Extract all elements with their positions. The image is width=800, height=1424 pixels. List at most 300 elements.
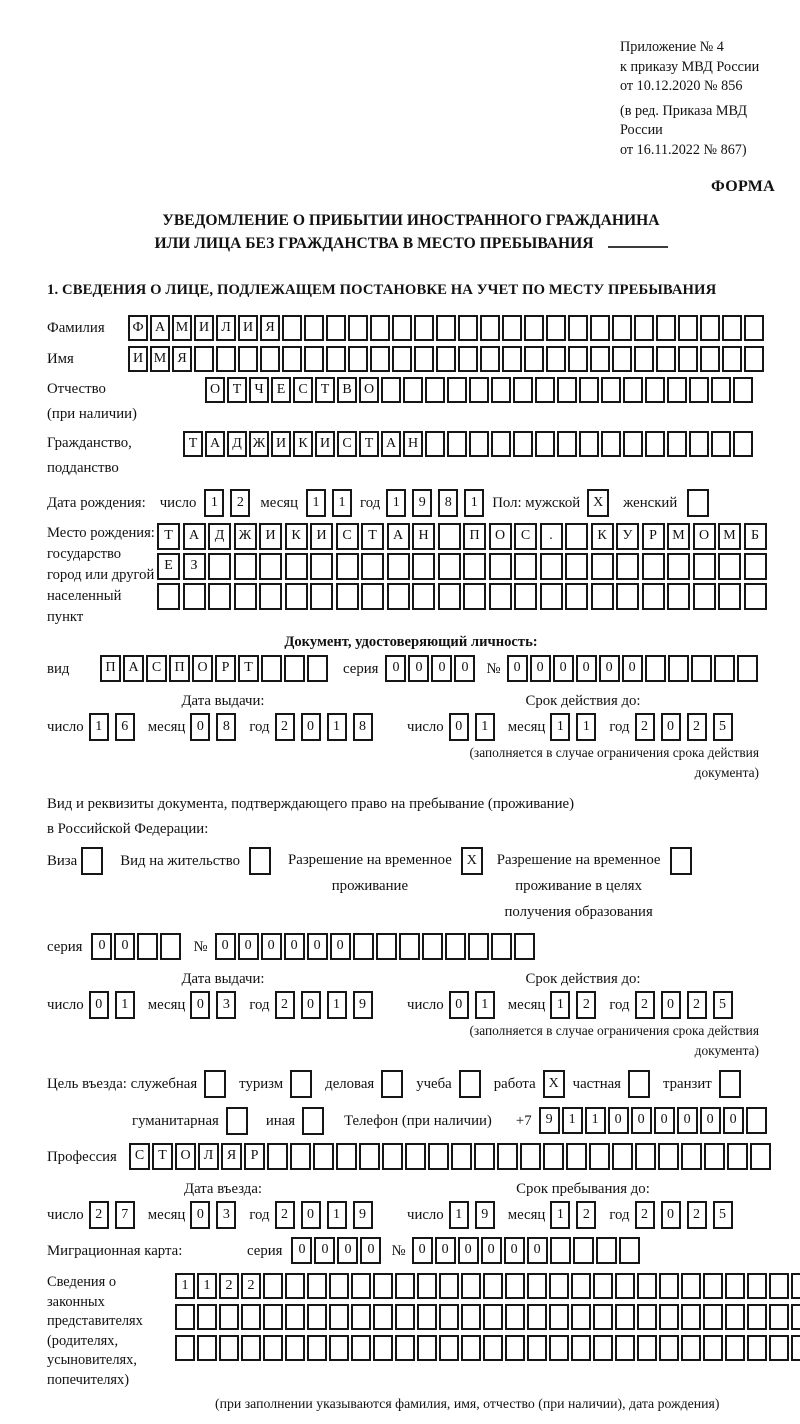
char-box[interactable]: Ч [249, 377, 269, 403]
char-box[interactable]: 0 [114, 933, 135, 960]
char-box[interactable]: С [146, 655, 167, 682]
char-box[interactable] [489, 553, 512, 580]
char-box[interactable] [527, 1273, 547, 1299]
char-box[interactable] [543, 1143, 564, 1170]
char-box[interactable] [436, 315, 456, 341]
char-box[interactable] [348, 315, 368, 341]
char-box[interactable] [216, 346, 236, 372]
char-box[interactable] [722, 346, 742, 372]
char-box[interactable]: Т [359, 431, 379, 457]
char-box[interactable] [313, 1143, 334, 1170]
char-box[interactable] [425, 377, 445, 403]
char-box[interactable]: О [693, 523, 716, 550]
char-box[interactable]: Н [403, 431, 423, 457]
char-box[interactable]: А [387, 523, 410, 550]
char-box[interactable] [744, 346, 764, 372]
char-box[interactable] [700, 346, 720, 372]
char-box[interactable]: . [540, 523, 563, 550]
char-box[interactable]: 8 [216, 713, 236, 741]
char-box[interactable] [568, 315, 588, 341]
char-box[interactable] [791, 1335, 800, 1361]
char-box[interactable] [439, 1304, 459, 1330]
char-box[interactable] [439, 1335, 459, 1361]
char-box[interactable]: М [718, 523, 741, 550]
char-box[interactable] [197, 1304, 217, 1330]
char-box[interactable] [725, 1335, 745, 1361]
char-box[interactable] [524, 315, 544, 341]
char-box[interactable] [285, 1273, 305, 1299]
char-box[interactable] [593, 1273, 613, 1299]
char-box[interactable] [326, 346, 346, 372]
char-box[interactable] [463, 553, 486, 580]
char-box[interactable]: О [489, 523, 512, 550]
char-box[interactable] [376, 933, 397, 960]
char-box[interactable]: 0 [661, 991, 681, 1019]
char-box[interactable] [137, 933, 158, 960]
char-box[interactable] [491, 377, 511, 403]
char-box[interactable] [769, 1304, 789, 1330]
char-box[interactable]: А [381, 431, 401, 457]
char-box[interactable] [307, 655, 328, 682]
char-box[interactable] [469, 431, 489, 457]
char-box[interactable]: 2 [275, 991, 295, 1019]
char-box[interactable] [405, 1143, 426, 1170]
char-box[interactable]: Д [208, 523, 231, 550]
char-box[interactable] [540, 553, 563, 580]
char-box[interactable]: А [183, 523, 206, 550]
char-box[interactable] [469, 377, 489, 403]
char-box[interactable]: И [310, 523, 333, 550]
char-box[interactable] [285, 1304, 305, 1330]
char-box[interactable] [747, 1304, 767, 1330]
char-box[interactable] [480, 315, 500, 341]
char-box[interactable] [361, 553, 384, 580]
char-box[interactable]: 2 [576, 991, 596, 1019]
char-box[interactable]: 0 [412, 1237, 433, 1264]
char-box[interactable]: 0 [631, 1107, 652, 1134]
char-box[interactable] [601, 377, 621, 403]
char-box[interactable] [329, 1273, 349, 1299]
char-box[interactable] [678, 346, 698, 372]
char-box[interactable]: 0 [608, 1107, 629, 1134]
char-box[interactable]: 0 [89, 991, 109, 1019]
char-box[interactable]: С [129, 1143, 150, 1170]
char-box[interactable]: 0 [190, 713, 210, 741]
char-box[interactable] [412, 553, 435, 580]
char-box[interactable] [711, 431, 731, 457]
char-box[interactable]: П [100, 655, 121, 682]
char-box[interactable] [361, 583, 384, 610]
char-box[interactable]: 9 [475, 1201, 495, 1229]
char-box[interactable] [208, 553, 231, 580]
char-box[interactable]: Д [227, 431, 247, 457]
char-box[interactable]: О [359, 377, 379, 403]
char-box[interactable] [392, 346, 412, 372]
char-box[interactable] [615, 1304, 635, 1330]
char-box[interactable] [381, 377, 401, 403]
char-box[interactable] [491, 933, 512, 960]
char-box[interactable] [491, 431, 511, 457]
char-box[interactable]: Т [227, 377, 247, 403]
char-box[interactable] [387, 583, 410, 610]
char-box[interactable] [392, 315, 412, 341]
char-box[interactable]: 0 [504, 1237, 525, 1264]
char-box[interactable]: 1 [449, 1201, 469, 1229]
char-box[interactable]: С [293, 377, 313, 403]
char-box[interactable] [642, 583, 665, 610]
char-box[interactable] [623, 431, 643, 457]
char-box[interactable]: 1 [175, 1273, 195, 1299]
char-box[interactable]: 2 [687, 991, 707, 1019]
char-box[interactable] [160, 933, 181, 960]
char-box[interactable]: 0 [307, 933, 328, 960]
char-box[interactable] [226, 1107, 248, 1135]
char-box[interactable]: 0 [527, 1237, 548, 1264]
char-box[interactable] [445, 933, 466, 960]
char-box[interactable] [634, 346, 654, 372]
char-box[interactable] [549, 1304, 569, 1330]
char-box[interactable]: 9 [353, 1201, 373, 1229]
char-box[interactable]: 0 [291, 1237, 312, 1264]
char-box[interactable]: 1 [576, 713, 596, 741]
char-box[interactable]: И [315, 431, 335, 457]
char-box[interactable] [659, 1335, 679, 1361]
char-box[interactable]: 0 [661, 1201, 681, 1229]
char-box[interactable] [414, 346, 434, 372]
char-box[interactable] [489, 583, 512, 610]
char-box[interactable]: 2 [687, 713, 707, 741]
char-box[interactable] [395, 1273, 415, 1299]
char-box[interactable] [290, 1070, 312, 1098]
char-box[interactable] [659, 1304, 679, 1330]
char-box[interactable] [304, 346, 324, 372]
char-box[interactable]: 0 [723, 1107, 744, 1134]
char-box[interactable]: У [616, 523, 639, 550]
char-box[interactable] [310, 553, 333, 580]
char-box[interactable] [520, 1143, 541, 1170]
char-box[interactable] [656, 346, 676, 372]
char-box[interactable] [546, 346, 566, 372]
char-box[interactable]: К [293, 431, 313, 457]
char-box[interactable]: Ф [128, 315, 148, 341]
char-box[interactable]: Л [198, 1143, 219, 1170]
char-box[interactable] [194, 346, 214, 372]
char-box[interactable]: 0 [622, 655, 643, 682]
char-box[interactable] [351, 1335, 371, 1361]
char-box[interactable]: Р [244, 1143, 265, 1170]
char-box[interactable] [461, 1304, 481, 1330]
char-box[interactable] [204, 1070, 226, 1098]
char-box[interactable] [447, 431, 467, 457]
char-box[interactable] [259, 553, 282, 580]
char-box[interactable]: Я [260, 315, 280, 341]
char-box[interactable] [667, 583, 690, 610]
char-box[interactable] [282, 346, 302, 372]
char-box[interactable] [439, 1273, 459, 1299]
char-box[interactable] [703, 1273, 723, 1299]
char-box[interactable] [637, 1304, 657, 1330]
char-box[interactable]: А [123, 655, 144, 682]
char-box[interactable] [428, 1143, 449, 1170]
char-box[interactable]: О [192, 655, 213, 682]
char-box[interactable]: 1 [550, 1201, 570, 1229]
char-box[interactable]: 9 [539, 1107, 560, 1134]
char-box[interactable] [719, 1070, 741, 1098]
char-box[interactable] [395, 1335, 415, 1361]
char-box[interactable] [304, 315, 324, 341]
char-box[interactable]: О [175, 1143, 196, 1170]
char-box[interactable]: 0 [530, 655, 551, 682]
char-box[interactable] [571, 1304, 591, 1330]
char-box[interactable] [612, 315, 632, 341]
char-box[interactable] [678, 315, 698, 341]
char-box[interactable]: В [337, 377, 357, 403]
char-box[interactable]: 0 [449, 713, 469, 741]
char-box[interactable] [601, 431, 621, 457]
char-box[interactable] [307, 1304, 327, 1330]
char-box[interactable] [81, 847, 103, 875]
char-box[interactable]: 9 [412, 489, 432, 517]
char-box[interactable] [733, 377, 753, 403]
char-box[interactable] [549, 1335, 569, 1361]
char-box[interactable] [658, 1143, 679, 1170]
char-box[interactable] [565, 583, 588, 610]
char-box[interactable] [667, 377, 687, 403]
char-box[interactable] [615, 1273, 635, 1299]
char-box[interactable]: 2 [635, 991, 655, 1019]
char-box[interactable] [628, 1070, 650, 1098]
char-box[interactable] [725, 1304, 745, 1330]
char-box[interactable] [373, 1304, 393, 1330]
char-box[interactable]: X [587, 489, 609, 517]
char-box[interactable] [769, 1273, 789, 1299]
char-box[interactable] [591, 553, 614, 580]
char-box[interactable] [565, 523, 588, 550]
char-box[interactable] [656, 315, 676, 341]
char-box[interactable]: М [172, 315, 192, 341]
char-box[interactable]: 0 [435, 1237, 456, 1264]
char-box[interactable]: 9 [353, 991, 373, 1019]
char-box[interactable] [425, 431, 445, 457]
char-box[interactable] [285, 1335, 305, 1361]
char-box[interactable]: 1 [306, 489, 326, 517]
char-box[interactable]: 8 [438, 489, 458, 517]
char-box[interactable] [463, 583, 486, 610]
char-box[interactable] [208, 583, 231, 610]
char-box[interactable]: 0 [261, 933, 282, 960]
char-box[interactable] [381, 1070, 403, 1098]
char-box[interactable] [502, 315, 522, 341]
char-box[interactable]: Е [157, 553, 180, 580]
char-box[interactable]: 0 [314, 1237, 335, 1264]
char-box[interactable] [285, 553, 308, 580]
char-box[interactable] [336, 1143, 357, 1170]
char-box[interactable] [691, 655, 712, 682]
char-box[interactable]: О [205, 377, 225, 403]
char-box[interactable] [689, 377, 709, 403]
char-box[interactable]: 5 [713, 1201, 733, 1229]
char-box[interactable] [241, 1335, 261, 1361]
char-box[interactable]: 0 [576, 655, 597, 682]
char-box[interactable] [637, 1273, 657, 1299]
char-box[interactable] [659, 1273, 679, 1299]
char-box[interactable] [284, 655, 305, 682]
char-box[interactable] [438, 523, 461, 550]
char-box[interactable] [704, 1143, 725, 1170]
char-box[interactable]: 1 [550, 991, 570, 1019]
char-box[interactable]: 2 [275, 1201, 295, 1229]
char-box[interactable]: 1 [204, 489, 224, 517]
char-box[interactable]: С [514, 523, 537, 550]
char-box[interactable] [557, 431, 577, 457]
char-box[interactable] [474, 1143, 495, 1170]
char-box[interactable]: 2 [635, 713, 655, 741]
char-box[interactable] [579, 377, 599, 403]
char-box[interactable] [744, 315, 764, 341]
char-box[interactable] [458, 315, 478, 341]
char-box[interactable] [593, 1335, 613, 1361]
char-box[interactable]: И [128, 346, 148, 372]
char-box[interactable] [329, 1335, 349, 1361]
char-box[interactable]: 0 [385, 655, 406, 682]
char-box[interactable]: Т [315, 377, 335, 403]
char-box[interactable]: 2 [230, 489, 250, 517]
char-box[interactable] [635, 1143, 656, 1170]
char-box[interactable]: 5 [713, 991, 733, 1019]
char-box[interactable] [438, 553, 461, 580]
char-box[interactable]: 0 [677, 1107, 698, 1134]
char-box[interactable]: 0 [700, 1107, 721, 1134]
char-box[interactable] [733, 431, 753, 457]
char-box[interactable]: 0 [337, 1237, 358, 1264]
char-box[interactable]: Ж [234, 523, 257, 550]
char-box[interactable]: Т [157, 523, 180, 550]
char-box[interactable] [718, 553, 741, 580]
char-box[interactable]: Я [221, 1143, 242, 1170]
char-box[interactable] [718, 583, 741, 610]
char-box[interactable] [505, 1304, 525, 1330]
char-box[interactable] [302, 1107, 324, 1135]
char-box[interactable]: 1 [197, 1273, 217, 1299]
char-box[interactable] [612, 346, 632, 372]
char-box[interactable]: 0 [599, 655, 620, 682]
char-box[interactable] [514, 553, 537, 580]
char-box[interactable]: 7 [115, 1201, 135, 1229]
char-box[interactable] [480, 346, 500, 372]
char-box[interactable]: И [271, 431, 291, 457]
char-box[interactable]: 3 [216, 1201, 236, 1229]
char-box[interactable] [436, 346, 456, 372]
char-box[interactable] [616, 553, 639, 580]
char-box[interactable] [524, 346, 544, 372]
char-box[interactable] [249, 847, 271, 875]
char-box[interactable] [700, 315, 720, 341]
char-box[interactable]: И [238, 315, 258, 341]
char-box[interactable] [744, 553, 767, 580]
char-box[interactable]: X [543, 1070, 565, 1098]
char-box[interactable] [514, 933, 535, 960]
char-box[interactable] [382, 1143, 403, 1170]
char-box[interactable]: И [194, 315, 214, 341]
char-box[interactable]: 1 [327, 1201, 347, 1229]
char-box[interactable] [573, 1237, 594, 1264]
char-box[interactable] [681, 1304, 701, 1330]
char-box[interactable] [183, 583, 206, 610]
char-box[interactable] [307, 1273, 327, 1299]
char-box[interactable] [746, 1107, 767, 1134]
char-box[interactable] [589, 1143, 610, 1170]
char-box[interactable]: 2 [576, 1201, 596, 1229]
char-box[interactable] [568, 346, 588, 372]
char-box[interactable] [546, 315, 566, 341]
char-box[interactable]: 0 [190, 1201, 210, 1229]
char-box[interactable] [725, 1273, 745, 1299]
char-box[interactable]: И [259, 523, 282, 550]
char-box[interactable] [634, 315, 654, 341]
char-box[interactable]: 0 [301, 1201, 321, 1229]
char-box[interactable]: 1 [327, 713, 347, 741]
char-box[interactable]: Н [412, 523, 435, 550]
char-box[interactable]: 2 [635, 1201, 655, 1229]
char-box[interactable]: Р [215, 655, 236, 682]
char-box[interactable]: 0 [481, 1237, 502, 1264]
char-box[interactable] [373, 1335, 393, 1361]
char-box[interactable] [703, 1304, 723, 1330]
char-box[interactable]: 0 [284, 933, 305, 960]
char-box[interactable] [645, 655, 666, 682]
char-box[interactable] [234, 553, 257, 580]
char-box[interactable] [417, 1304, 437, 1330]
char-box[interactable] [791, 1304, 800, 1330]
char-box[interactable]: 2 [275, 713, 295, 741]
char-box[interactable] [157, 583, 180, 610]
char-box[interactable]: К [591, 523, 614, 550]
char-box[interactable] [645, 431, 665, 457]
char-box[interactable] [750, 1143, 771, 1170]
char-box[interactable]: 1 [386, 489, 406, 517]
char-box[interactable] [513, 377, 533, 403]
char-box[interactable] [593, 1304, 613, 1330]
char-box[interactable] [461, 1335, 481, 1361]
char-box[interactable] [197, 1335, 217, 1361]
char-box[interactable] [175, 1304, 195, 1330]
char-box[interactable] [722, 315, 742, 341]
char-box[interactable]: П [463, 523, 486, 550]
char-box[interactable] [417, 1273, 437, 1299]
char-box[interactable] [267, 1143, 288, 1170]
char-box[interactable]: 0 [91, 933, 112, 960]
char-box[interactable] [370, 346, 390, 372]
char-box[interactable]: 2 [687, 1201, 707, 1229]
char-box[interactable]: 1 [332, 489, 352, 517]
char-box[interactable]: 1 [115, 991, 135, 1019]
char-box[interactable] [458, 346, 478, 372]
char-box[interactable] [505, 1335, 525, 1361]
char-box[interactable]: Ж [249, 431, 269, 457]
char-box[interactable]: 2 [89, 1201, 109, 1229]
char-box[interactable]: 8 [353, 713, 373, 741]
char-box[interactable] [399, 933, 420, 960]
char-box[interactable] [540, 583, 563, 610]
char-box[interactable] [527, 1335, 547, 1361]
char-box[interactable]: З [183, 553, 206, 580]
char-box[interactable]: С [336, 523, 359, 550]
char-box[interactable] [336, 553, 359, 580]
char-box[interactable]: 1 [89, 713, 109, 741]
char-box[interactable]: 0 [238, 933, 259, 960]
char-box[interactable] [747, 1335, 767, 1361]
char-box[interactable] [645, 377, 665, 403]
